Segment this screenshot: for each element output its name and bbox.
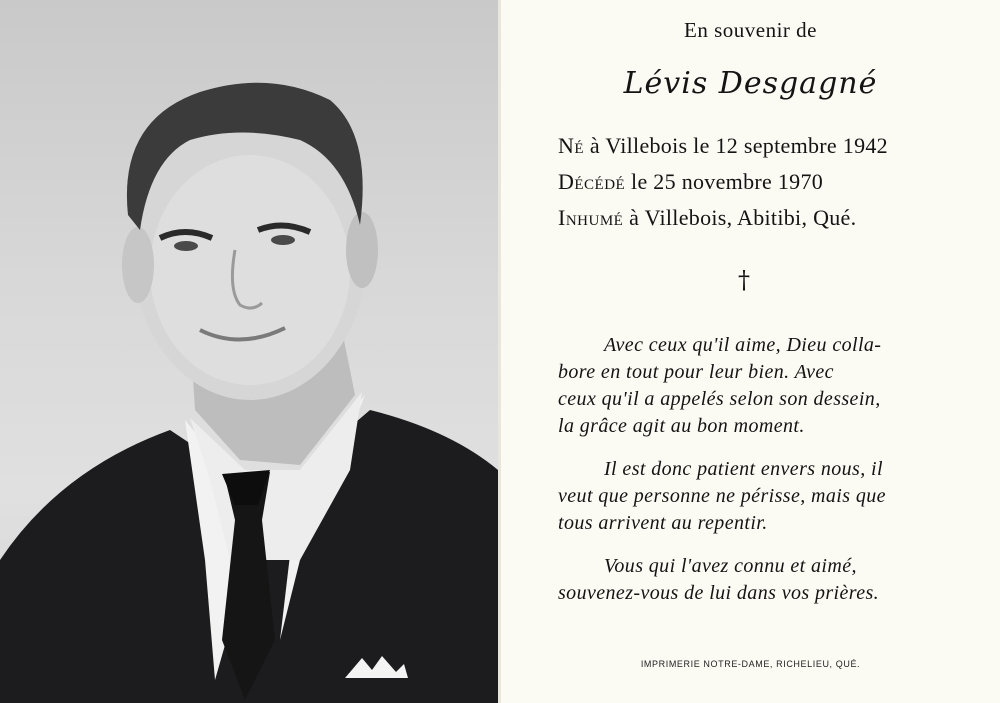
verse-line: ceux qu'il a appelés selon son dessein, <box>558 388 881 410</box>
birth-text: à Villebois le 12 septembre 1942 <box>589 133 888 158</box>
printer-credit: IMPRIMERIE NOTRE-DAME, RICHELIEU, QUÉ. <box>640 659 861 669</box>
facts <box>558 128 988 236</box>
verse-line: la grâce agit au bon moment. <box>558 415 805 437</box>
verse-line: Vous qui l'avez connu et aimé, <box>604 555 857 577</box>
verse-3 <box>558 553 948 607</box>
verse-line: bore en tout pour leur bien. Avec <box>558 361 834 383</box>
portrait-photo <box>0 0 498 703</box>
deceased-name: Lévis Desgagné <box>623 66 878 101</box>
death-text: le 25 novembre 1970 <box>631 169 824 194</box>
verse-line: Avec ceux qu'il aime, Dieu colla- <box>604 334 882 356</box>
verse-2 <box>558 456 948 537</box>
cross-icon: † <box>738 266 750 294</box>
text-panel <box>501 0 1000 703</box>
death-label: Décédé <box>558 169 626 194</box>
birth-line <box>558 128 988 164</box>
birth-label: Né <box>558 133 585 158</box>
heading: En souvenir de <box>684 18 817 42</box>
burial-label: Inhumé <box>558 205 624 230</box>
burial-text: à Villebois, Abitibi, Qué. <box>629 205 857 230</box>
verse-line: souvenez-vous de lui dans vos prières. <box>558 582 880 604</box>
portrait-illustration <box>0 0 498 703</box>
verse-1 <box>558 332 948 440</box>
verse-line: veut que personne ne périsse, mais que <box>558 485 886 507</box>
death-line <box>558 164 988 200</box>
burial-line <box>558 200 988 236</box>
verse-line: tous arrivent au repentir. <box>558 512 768 534</box>
verse-line: Il est donc patient envers nous, il <box>604 458 883 480</box>
